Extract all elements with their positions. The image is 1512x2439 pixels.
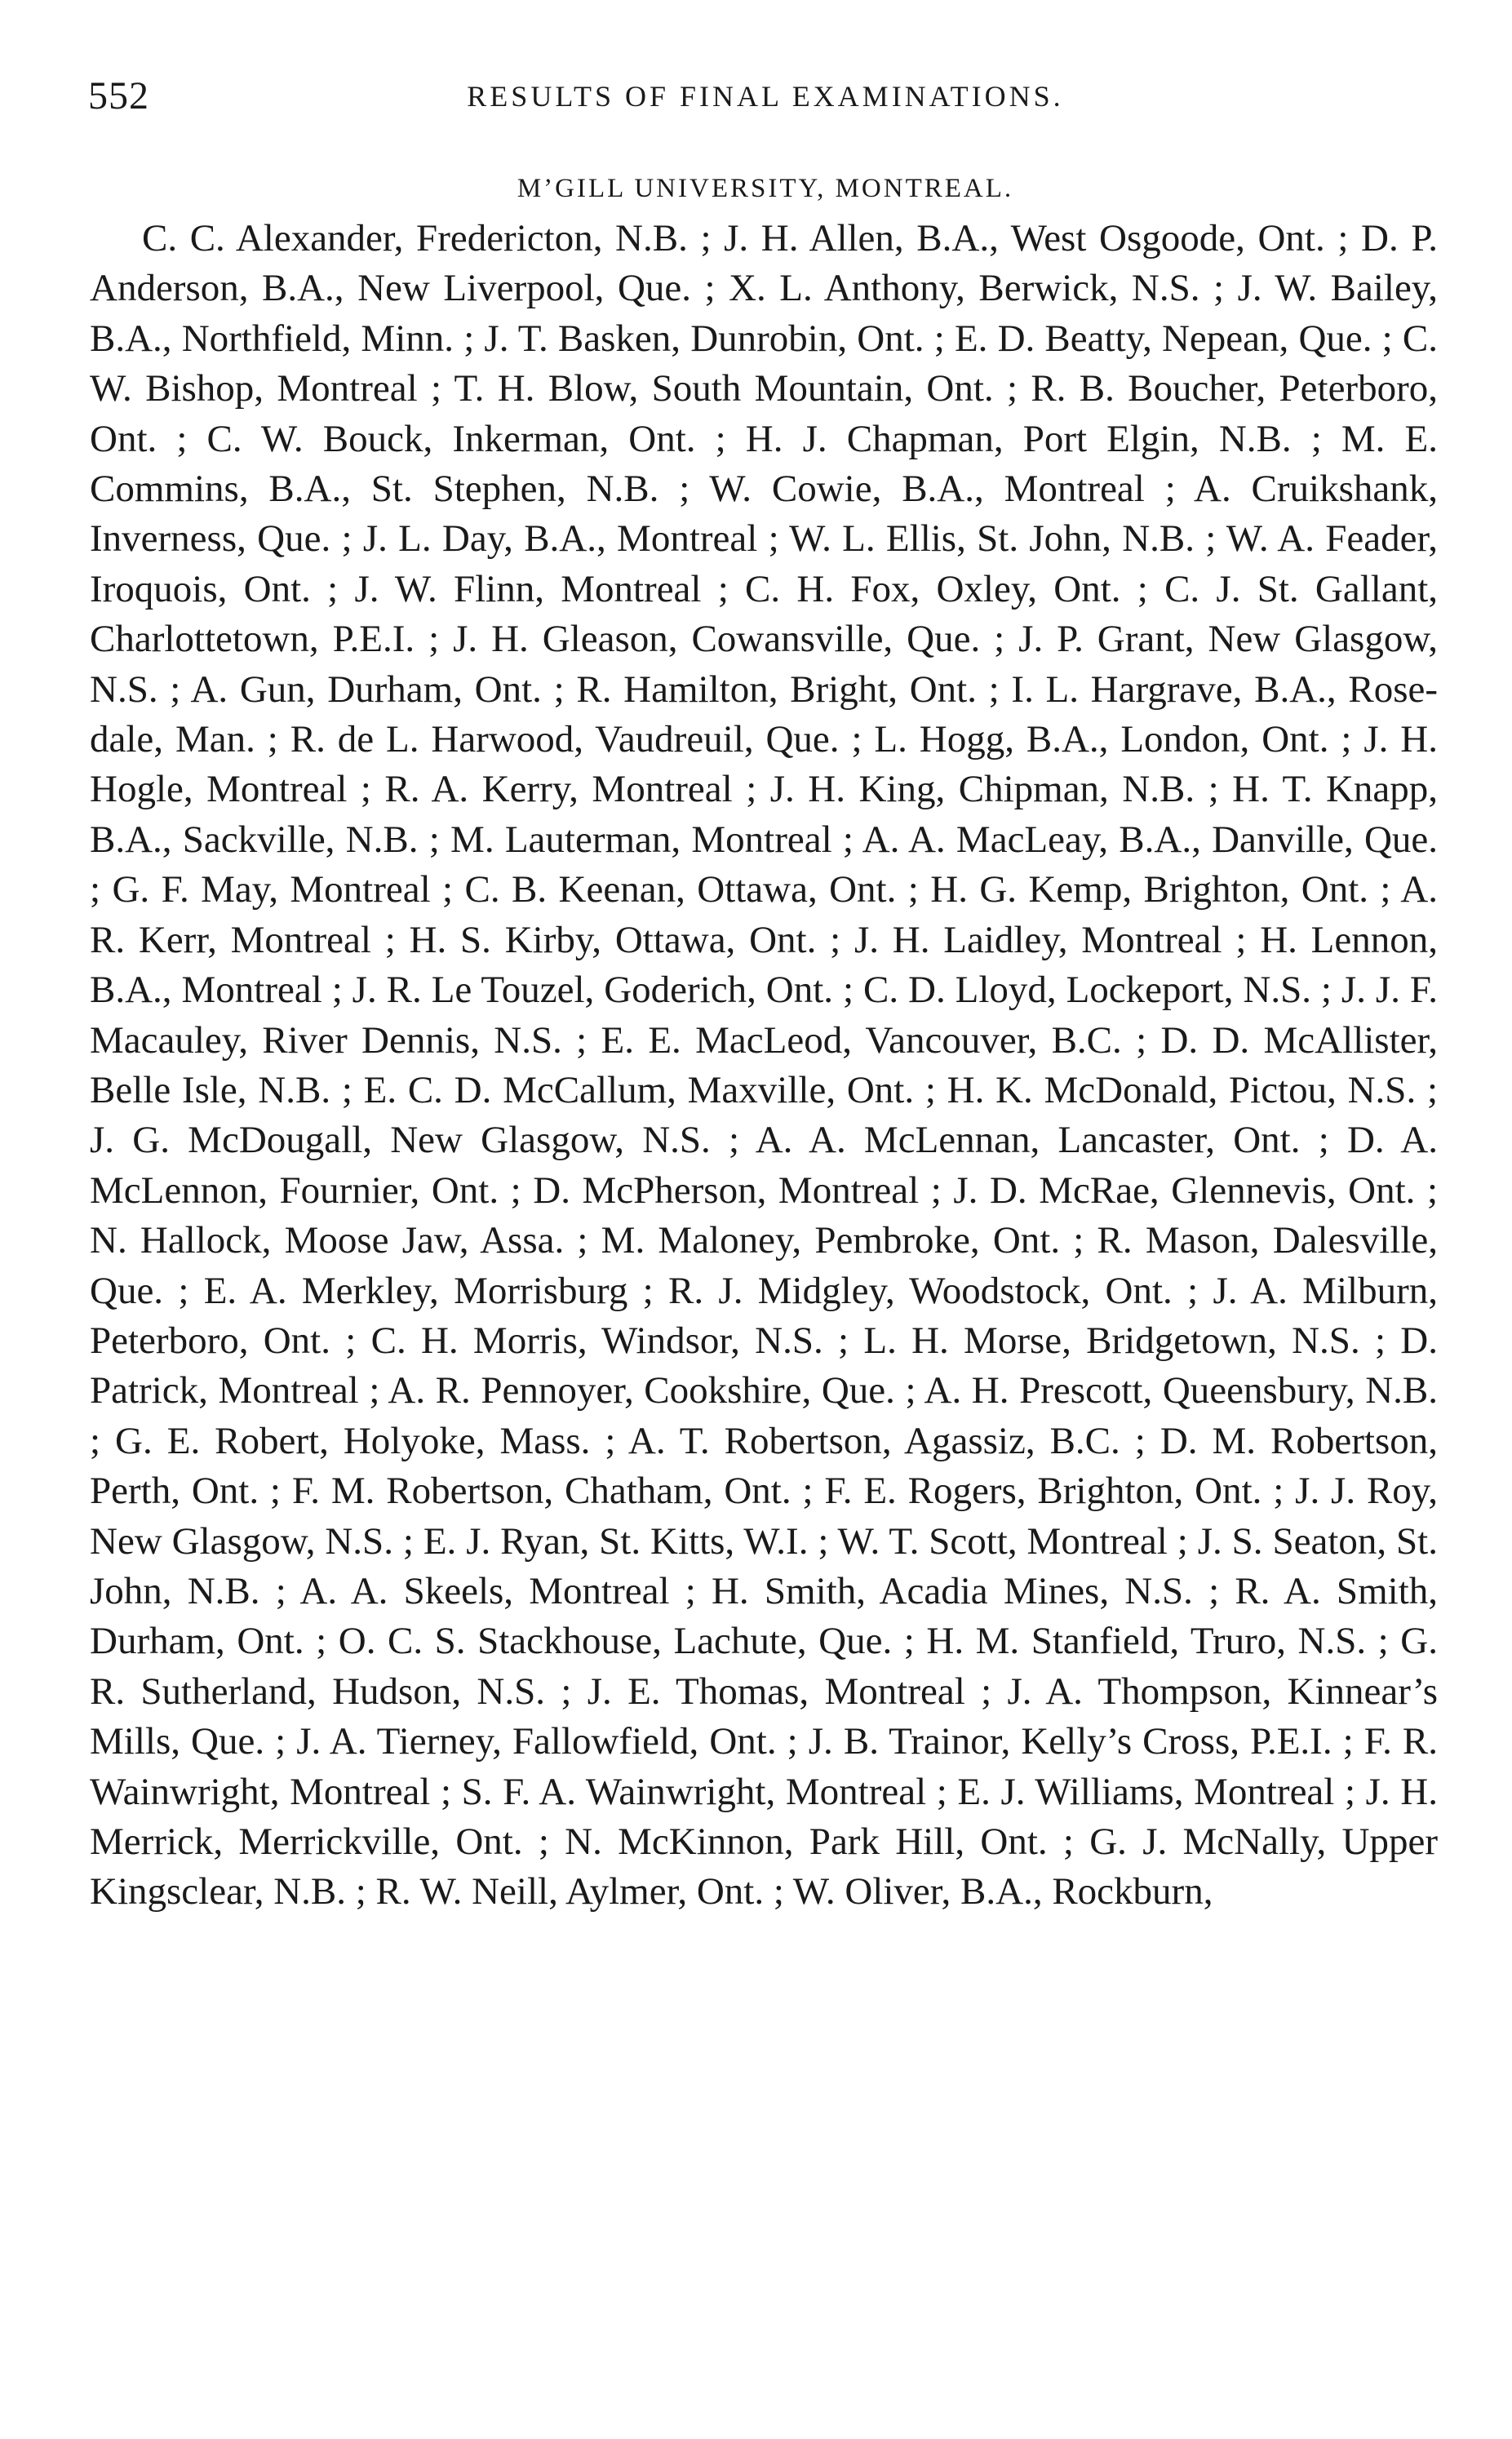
running-head	[88, 72, 1443, 121]
graduate-list-paragraph: C. C. Alexander, Fredericton, N.B. ; J. H. Allen, B.A., West Osgoode, Ont. ; D. P. Anderson, B.A., New Liverpool, Que. ; X. L. Anthony, Berwick, N.S. ; J. W. Bailey, B.A., Northfield, Minn. ; J. T. Basken, Dunrobin, Ont. ; E. D. Beatty, Nepean, Que. ; C. W. Bishop, Montreal ; T. H. Blow, South Mountain, Ont. ; R. B. Boucher, Peterboro, Ont. ; C. W. Bouck, Inkerman, Ont. ; H. J. Chapman, Port Elgin, N.B. ; M. E. Commins, B.A., St. Stephen, N.B. ; W. Cowie, B.A., Montreal ; A. Cruikshank, Inverness, Que. ; J. L. Day, B.A., Montreal ; W. L. Ellis, St. John, N.B. ; W. A. Feader, Iroquois, Ont. ; J. W. Flinn, Montreal ; C. H. Fox, Oxley, Ont. ; C. J. St. Gallant, Charlottetown, P.E.I. ; J. H. Gleason, Cowansville, Que. ; J. P. Grant, New Glasgow, N.S. ; A. Gun, Durham, Ont. ; R. Hamilton, Bright, Ont. ; I. L. Hargrave, B.A., Rosedale, Man. ; R. de L. Harwood, Vaudreuil, Que. ; L. Hogg, B.A., London, Ont. ; J. H. Hogle, Montreal ; R. A. Kerry, Montreal ; J. H. King, Chipman, N.B. ; H. T. Knapp, B.A., Sackville, N.B. ; M. Lauterman, Montreal ; A. A. MacLeay, B.A., Danville, Que. ; G. F. May, Montreal ; C. B. Keenan, Ottawa, Ont. ; H. G. Kemp, Brighton, Ont. ; A. R. Kerr, Montreal ; H. S. Kirby, Ottawa, Ont. ; J. H. Laidley, Montreal ; H. Lennon, B.A., Montreal ; J. R. Le Touzel, Goderich, Ont. ; C. D. Lloyd, Lockeport, N.S. ; J. J. F. Macauley, River Dennis, N.S. ; E. E. MacLeod, Vancouver, B.C. ; D. D. McAllister, Belle Isle, N.B. ; E. C. D. McCallum, Maxville, Ont. ; H. K. McDonald, Pictou, N.S. ; J. G. McDougall, New Glasgow, N.S. ; A. A. McLennan, Lancaster, Ont. ; D. A. McLennon, Fournier, Ont. ; D. McPherson, Montreal ; J. D. McRae, Glennevis, Ont. ; N. Hallock, Moose Jaw, Assa. ; M. Maloney, Pembroke, Ont. ; R. Mason, Dalesville, Que. ; E. A. Merkley, Morrisburg ; R. J. Midgley, Woodstock, Ont. ; J. A. Milburn, Peterboro, Ont. ; C. H. Morris, Windsor, N.S. ; L. H. Morse, Bridgetown, N.S. ; D. Patrick, Montreal ; A. R. Pennoyer, Cookshire, Que. ; A. H. Prescott, Queensbury, N.B. ; G. E. Robert, Holyoke, Mass. ; A. T. Robertson, Agassiz, B.C. ; D. M. Robertson, Perth, Ont. ; F. M. Robertson, Chatham, Ont. ; F. E. Rogers, Brighton, Ont. ; J. J. Roy, New Glasgow, N.S. ; E. J. Ryan, St. Kitts, W.I. ; W. T. Scott, Montreal ; J. S. Seaton, St. John, N.B. ; A. A. Skeels, Montreal ; H. Smith, Acadia Mines, N.S. ; R. A. Smith, Durham, Ont. ; O. C. S. Stackhouse, Lachute, Que. ; H. M. Stanfield, Truro, N.S. ; G. R. Sutherland, Hudson, N.S. ; J. E. Thomas, Montreal ; J. A. Thompson, Kinnear’s Mills, Que. ; J. A. Tierney, Fallowfield, Ont. ; J. B. Trainor, Kelly’s Cross, P.E.I. ; F. R. Wainwright, Montreal ; S. F. A. Wainwright, Montreal ; E. J. Williams, Montreal ; J. H. Merrick, Merrickville, Ont. ; N. McKinnon, Park Hill, Ont. ; G. J. McNally, Upper Kingsclear, N.B. ; R. W. Neill, Aylmer, Ont. ; W. Oliver, B.A., Rockburn,	[90, 217, 1438, 1914]
page-number: 552	[88, 74, 149, 118]
running-title: RESULTS OF FINAL EXAMINATIONS.	[467, 80, 1064, 113]
section-heading: M’GILL UNIVERSITY, MONTREAL.	[517, 174, 1014, 203]
